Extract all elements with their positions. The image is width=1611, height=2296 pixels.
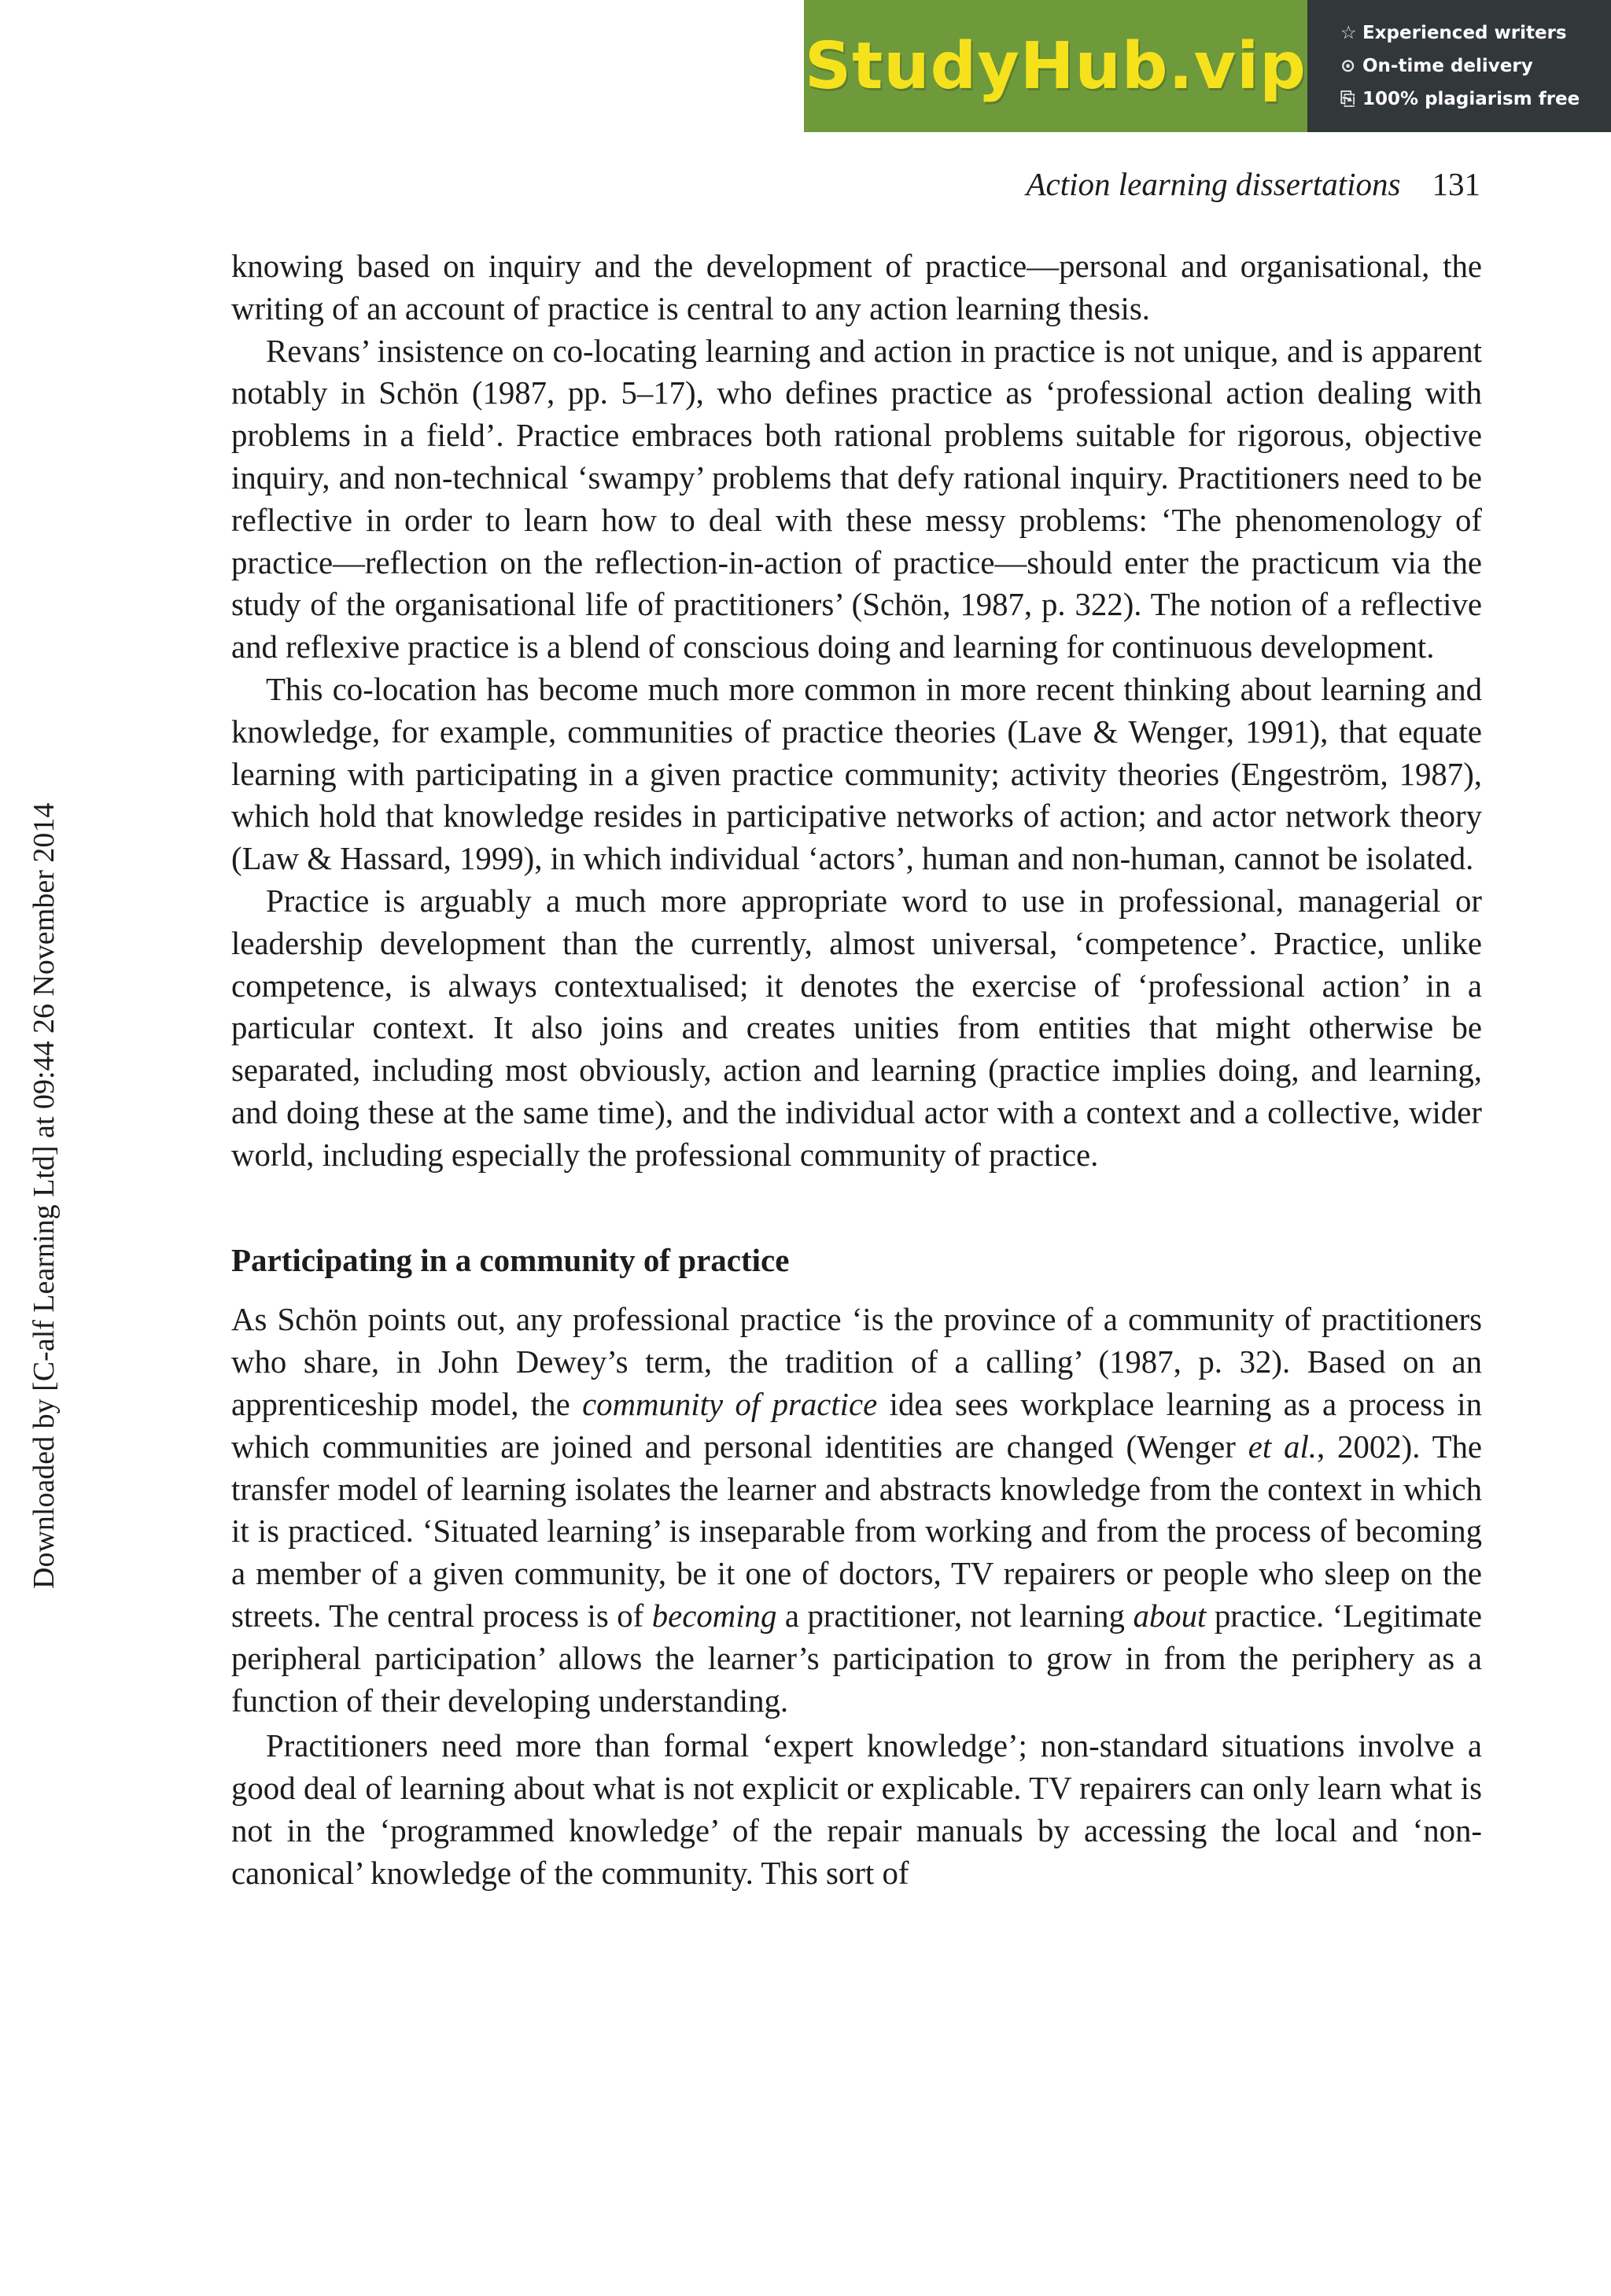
p5-text-e: , 2002). The transfer model of learning isolates the learner and abstracts knowledge from the context in which it is practiced. ‘Situated learning’ is inseparable from working and from the process of becoming a member of a given community, be it one of doctors, TV repairers or people who sleep on the streets. The central process is of (231, 1428, 1482, 1634)
document-icon: ⎘ (1340, 89, 1355, 109)
paragraph-1: knowing based on inquiry and the development of practice—personal and organisational, the writing of an account of practice is central to any action learning thesis. (231, 249, 1482, 326)
running-head-title: Action learning dissertations (1026, 166, 1401, 202)
paragraph-3: This co-location has become much more common in more recent thinking about learning and knowledge, for example, communities of practice theories (Lave & Wenger, 1991), that equate learning with participating in a given practice community; activity theories (Engeström, 1987), which hold that knowledge resides in participative networks of action; and actor network theory (Law & Hassard, 1999), in which individual ‘actors’, human and non-human, cannot be isolated. (231, 671, 1482, 877)
paragraph-2: Revans’ insistence on co-locating learning and action in practice is not unique, and is apparent notably in Schön (1987, pp. 5–17), who defines practice as ‘professional action dealing with problems in a field’. Practice embraces both rational problems suitable for rigorous, objective inquiry, and non-technical ‘swampy’ problems that defy rational inquiry. Practitioners need to be reflective in order to learn how to deal with these messy problems: ‘The phenomenology of practice—reflection on the reflection-in-action of practice—should enter the practicum via the study of the organisational life of practitioners’ (Schön, 1987, p. 322). The notion of a reflective and reflexive practice is a blend of conscious doing and learning for continuous development. (231, 333, 1482, 665)
p5-text-i: practice. ‘Legitimate peripheral participation’ allows the learner’s participation to grow in from the periphery as a function of their developing understanding. (231, 1598, 1482, 1719)
p5-italic-becoming: becoming (651, 1598, 777, 1634)
banner-logo-area[interactable] (804, 0, 1307, 132)
p5-italic-etal: et al. (1248, 1428, 1317, 1465)
clock-icon: ⊙ (1340, 56, 1356, 76)
download-watermark: Downloaded by [C-alf Learning Ltd] at 09:44 26 November 2014 (28, 802, 61, 1589)
feature-label: Experienced writers (1362, 23, 1567, 43)
feature-on-time-delivery (1340, 50, 1611, 83)
section-heading: Participating in a community of practice (231, 1241, 790, 1278)
page-body (231, 245, 1482, 1894)
p5-text-c: idea sees workplace learning as a process in which communities are joined and personal identities are changed (Wenger (231, 1386, 1482, 1465)
feature-label: On-time delivery (1362, 56, 1533, 76)
paragraph-6: Practitioners need more than formal ‘expert knowledge’; non-standard situations involve a good deal of learning about what is not explicit or explicable. TV repairers can only learn what is not in the ‘programmed knowledge’ of the repair manuals by accessing the local and ‘non-canonical’ knowledge of the community. This sort of (231, 1728, 1482, 1891)
paragraph-5 (231, 1299, 1482, 1722)
p5-italic-community: community of practice (582, 1386, 878, 1422)
studyhub-logo[interactable]: StudyHub.vip (805, 28, 1307, 104)
running-head (1026, 165, 1480, 203)
star-icon: ☆ (1340, 23, 1357, 43)
p5-italic-about: about (1133, 1598, 1207, 1634)
p5-text-g: a practitioner, not learning (776, 1598, 1134, 1634)
p5-text-a: As Schön points out, any professional practice ‘is the province of a community of practitioners who share, in John Dewey’s term, the tradition of a calling’ (1987, p. 32). Based on an apprenticeship model, the (231, 1302, 1482, 1422)
paragraph-4: Practice is arguably a much more appropriate word to use in professional, managerial or leadership development than the currently, almost universal, ‘competence’. Practice, unlike competence, is always contextualised; it denotes the exercise of ‘professional action’ in a particular context. It also joins and creates unities from entities that might otherwise be separated, including most obviously, action and learning (practice implies doing, and learning, and doing these at the same time), and the individual actor with a context and a collective, wider world, including especially the professional community of practice. (231, 883, 1482, 1173)
feature-experienced-writers (1340, 17, 1611, 50)
banner-features (1307, 0, 1611, 132)
feature-plagiarism-free (1340, 83, 1611, 116)
promo-banner[interactable] (804, 0, 1611, 132)
page-number: 131 (1432, 166, 1480, 202)
feature-label: 100% plagiarism free (1362, 89, 1580, 109)
